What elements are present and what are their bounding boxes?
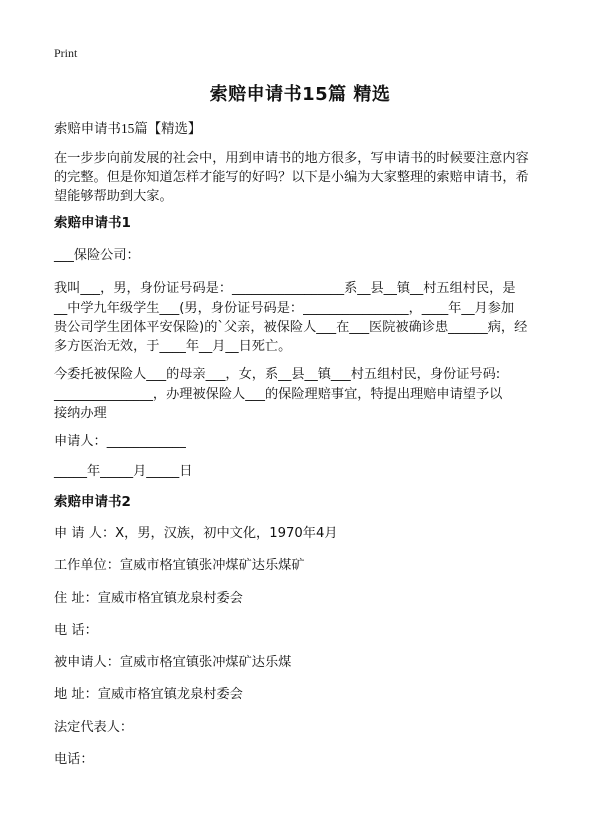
document-title: 索赔申请书15篇 精选: [209, 84, 391, 105]
para1-line-2: __中学九年级学生___(男，身份证号码是：________________，____年__月参加: [54, 301, 515, 316]
section-1-heading: 索赔申请书1: [54, 215, 131, 231]
respondent-address: 地 址：宣威市格宜镇龙泉村委会: [54, 687, 243, 702]
legal-representative: 法定代表人：: [54, 720, 134, 735]
subtitle: 索赔申请书15篇【精选】: [54, 121, 202, 136]
intro-line-1: 在一步步向前发展的社会中，用到申请书的地方很多，写申请书的时候要注意内容: [54, 151, 529, 166]
work-unit: 工作单位：宣威市格宜镇张冲煤矿达乐煤矿: [54, 558, 305, 573]
para1-line-4: 多方医治无效，于____年__月__日死亡。: [54, 339, 292, 354]
respondent: 被申请人：宣威市格宜镇张冲煤矿达乐煤: [54, 655, 292, 670]
phone: 电 话：: [54, 623, 98, 638]
print-label[interactable]: Print: [54, 46, 78, 60]
date-line: _____年_____月_____日: [54, 464, 193, 479]
to-insurer: ___保险公司：: [54, 248, 140, 263]
para1-line-1: 我叫___，男，身份证号码是：_________________系__县__镇__村五组村民，是: [54, 281, 516, 296]
phone-2: 电话：: [54, 752, 94, 767]
applicant-signature: 申请人：____________: [54, 434, 186, 449]
section-2-heading: 索赔申请书2: [54, 494, 131, 510]
intro-line-2: 的完整。但是你知道怎样才能写的好吗？以下是小编为大家整理的索赔申请书，希: [54, 170, 529, 185]
para2-line-1: 今委托被保险人___的母亲___，女，系__县__镇___村五组村民，身份证号码:: [54, 367, 501, 382]
para2-line-2: _______________，办理被保险人___的保险理赔事宜，特提出理赔申请望予以: [54, 387, 503, 402]
applicant-info: 申 请 人：X，男，汉族，初中文化，1970年4月: [54, 526, 338, 541]
para1-line-3: 贵公司学生团体平安保险)的`父亲，被保险人___在___医院被确诊患______病，经: [54, 320, 528, 335]
address: 住 址：宣威市格宜镇龙泉村委会: [54, 591, 243, 606]
intro-line-3: 望能够帮助到大家。: [54, 189, 173, 204]
para2-line-3: 接纳办理: [54, 406, 107, 421]
